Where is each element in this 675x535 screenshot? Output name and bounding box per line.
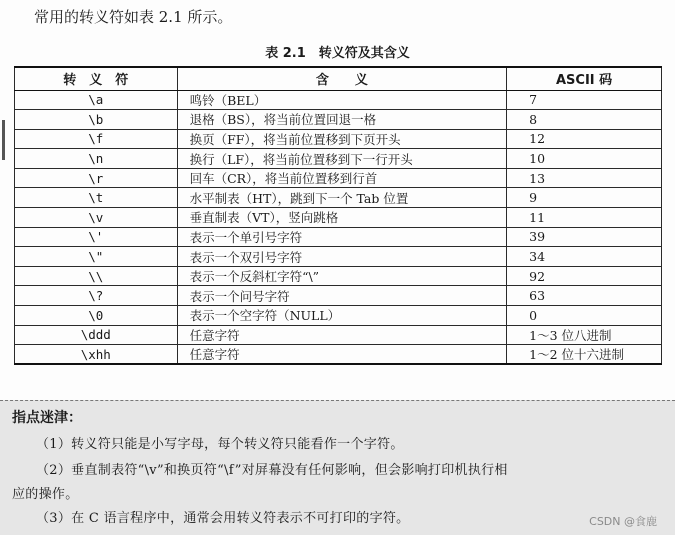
cell-symbol: \0 <box>15 306 178 326</box>
header-symbol: 转 义 符 <box>15 67 178 90</box>
tips-title: 指点迷津： <box>12 410 82 426</box>
cell-meaning: 换页（FF），将当前位置移到下页开头 <box>177 129 507 149</box>
cell-ascii: 12 <box>507 129 662 149</box>
tip-item-2-continued: 应的操作。 <box>12 487 79 502</box>
cell-meaning: 鸣铃（BEL） <box>177 90 507 110</box>
cell-meaning: 任意字符 <box>177 325 507 345</box>
cell-ascii: 0 <box>507 306 662 326</box>
tip-item-1: （1）转义符只能是小写字母，每个转义符只能看作一个字符。 <box>36 437 404 452</box>
table-row <box>15 306 662 326</box>
table-row <box>15 90 662 110</box>
cell-ascii: 34 <box>507 247 662 267</box>
cell-ascii: 1～3 位八进制 <box>507 325 662 345</box>
table-row <box>15 266 662 286</box>
margin-mark <box>2 120 5 160</box>
cell-symbol: \b <box>15 110 178 130</box>
cell-symbol: \t <box>15 188 178 208</box>
cell-symbol: \n <box>15 149 178 169</box>
table-header-row <box>15 67 662 90</box>
cell-symbol: \v <box>15 208 178 228</box>
table-row <box>15 168 662 188</box>
cell-symbol: \\ <box>15 266 178 286</box>
cell-meaning: 表示一个问号字符 <box>177 286 507 306</box>
cell-meaning: 退格（BS），将当前位置回退一格 <box>177 110 507 130</box>
cell-symbol: \r <box>15 168 178 188</box>
watermark: CSDN @食鹿 <box>589 515 657 528</box>
table-row <box>15 325 662 345</box>
cell-meaning: 表示一个反斜杠字符“\” <box>177 266 507 286</box>
cell-meaning: 任意字符 <box>177 345 507 365</box>
cell-ascii: 1～2 位十六进制 <box>507 345 662 365</box>
cell-ascii: 63 <box>507 286 662 306</box>
cell-meaning: 回车（CR），将当前位置移到行首 <box>177 168 507 188</box>
table-row <box>15 345 662 365</box>
header-ascii: ASCII 码 <box>507 67 662 90</box>
header-meaning: 含 义 <box>177 67 507 90</box>
escape-table <box>14 66 662 365</box>
cell-symbol: \' <box>15 227 178 247</box>
cell-meaning: 表示一个双引号字符 <box>177 247 507 267</box>
cell-meaning: 表示一个单引号字符 <box>177 227 507 247</box>
table-row <box>15 129 662 149</box>
tip-item-3: （3）在 C 语言程序中，通常会用转义符表示不可打印的字符。 <box>36 511 410 526</box>
cell-symbol: \" <box>15 247 178 267</box>
cell-ascii: 13 <box>507 168 662 188</box>
table-row <box>15 149 662 169</box>
intro-text: 常用的转义符如表 2.1 所示。 <box>34 8 233 26</box>
cell-ascii: 8 <box>507 110 662 130</box>
table-row <box>15 227 662 247</box>
table-row <box>15 110 662 130</box>
cell-ascii: 11 <box>507 208 662 228</box>
cell-symbol: \xhh <box>15 345 178 365</box>
table-row <box>15 247 662 267</box>
table-row <box>15 188 662 208</box>
table-row <box>15 286 662 306</box>
cell-meaning: 换行（LF），将当前位置移到下一行开头 <box>177 149 507 169</box>
cell-symbol: \? <box>15 286 178 306</box>
tips-box <box>0 400 675 535</box>
table-row <box>15 208 662 228</box>
cell-symbol: \a <box>15 90 178 110</box>
cell-ascii: 7 <box>507 90 662 110</box>
cell-symbol: \ddd <box>15 325 178 345</box>
table-caption: 表 2.1 转义符及其含义 <box>265 46 410 61</box>
cell-ascii: 10 <box>507 149 662 169</box>
cell-meaning: 垂直制表（VT），竖向跳格 <box>177 208 507 228</box>
cell-ascii: 92 <box>507 266 662 286</box>
cell-ascii: 39 <box>507 227 662 247</box>
cell-meaning: 表示一个空字符（NULL） <box>177 306 507 326</box>
cell-meaning: 水平制表（HT），跳到下一个 Tab 位置 <box>177 188 507 208</box>
cell-ascii: 9 <box>507 188 662 208</box>
cell-symbol: \f <box>15 129 178 149</box>
tip-item-2: （2）垂直制表符“\v”和换页符“\f”对屏幕没有任何影响，但会影响打印机执行相 <box>36 463 508 478</box>
